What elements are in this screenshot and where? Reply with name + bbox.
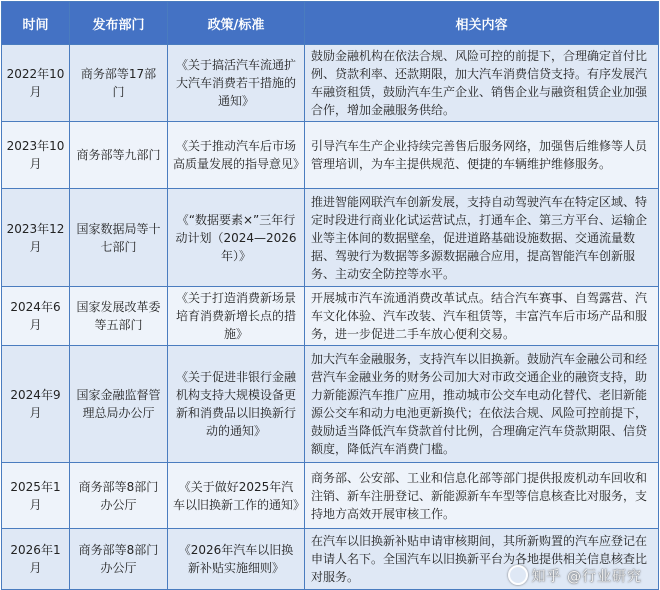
cell-content: 加大汽车金融服务，支持汽车以旧换新。鼓励汽车金融公司和经营汽车金融业务的财务公司加大对市政交通企业的融资支持，助力新能源汽车推广应用，推动城市公交车电动化替代、老旧新能源公交车和动力电池更新换代；在依法合规、风险可控前提下，鼓励适当降低汽车贷款首付比例，合理确定汽车贷款期限、信贷额度，降低汽车消费门槛。 bbox=[305, 346, 659, 463]
cell-time: 2023年10月 bbox=[2, 122, 70, 189]
header-policy: 政策/标准 bbox=[168, 2, 305, 45]
cell-policy: 《2026年汽车以旧换新补贴实施细则》 bbox=[168, 529, 305, 590]
cell-content: 引导汽车生产企业持续完善售后服务网络，加强售后维修等人员管理培训，为车主提供规范、便捷的车辆维护维修服务。 bbox=[305, 122, 659, 189]
cell-time: 2024年9月 bbox=[2, 346, 70, 463]
header-dept: 发布部门 bbox=[70, 2, 168, 45]
cell-policy: 《关于促进非银行金融机构支持大规模设备更新和消费品以旧换新行动的通知》 bbox=[168, 346, 305, 463]
cell-dept: 国家发展改革委等五部门 bbox=[70, 287, 168, 346]
cell-policy: 《关于做好2025年汽车以旧换新工作的通知》 bbox=[168, 463, 305, 529]
cell-time: 2026年1月 bbox=[2, 529, 70, 590]
cell-time: 2024年6月 bbox=[2, 287, 70, 346]
cell-dept: 商务部等8部门办公厅 bbox=[70, 529, 168, 590]
cell-dept: 国家金融监督管理总局办公厅 bbox=[70, 346, 168, 463]
zhihu-logo-icon bbox=[508, 565, 528, 585]
cell-time: 2023年12月 bbox=[2, 189, 70, 287]
watermark bbox=[508, 565, 642, 586]
table-row bbox=[2, 287, 659, 346]
cell-content: 商务部、公安部、工业和信息化部等部门提供报废机动车回收和注销、新车注册登记、新能源新车车型等信息核查比对服务，支持地方高效开展审核工作。 bbox=[305, 463, 659, 529]
cell-dept: 商务部等17部门 bbox=[70, 45, 168, 122]
cell-dept: 国家数据局等十七部门 bbox=[70, 189, 168, 287]
cell-policy: 《关于打造消费新场景培育消费新增长点的措施》 bbox=[168, 287, 305, 346]
cell-time: 2025年1月 bbox=[2, 463, 70, 529]
cell-content: 在汽车以旧换新补贴申请审核期间，其所新购置的汽车应登记在申请人名下。全国汽车以旧换新平台为各地提供相关信息核查比对服务。 bbox=[305, 529, 659, 590]
header-content: 相关内容 bbox=[305, 2, 659, 45]
cell-content: 推进智能网联汽车创新发展，支持自动驾驶汽车在特定区域、特定时段进行商业化试运营试点，打通车企、第三方平台、运输企业等主体间的数据壁垒，促进道路基础设施数据、交通流量数据、驾驶行为数据等多源数据融合应用，提高智能汽车创新服务、主动安全防控等水平。 bbox=[305, 189, 659, 287]
policy-table bbox=[1, 1, 659, 590]
watermark-text: 知乎 @行业研究 bbox=[531, 569, 642, 585]
table-header-row bbox=[2, 2, 659, 45]
table-row bbox=[2, 45, 659, 122]
header-time: 时间 bbox=[2, 2, 70, 45]
table-row bbox=[2, 346, 659, 463]
table-row bbox=[2, 122, 659, 189]
cell-content: 鼓励金融机构在依法合规、风险可控的前提下，合理确定首付比例、贷款利率、还款期限，加大汽车消费信贷支持。有序发展汽车融资租赁，鼓励汽车生产企业、销售企业与融资租赁企业加强合作，增加金融服务供给。 bbox=[305, 45, 659, 122]
table-row bbox=[2, 189, 659, 287]
table-row bbox=[2, 463, 659, 529]
cell-content: 开展城市汽车流通消费改革试点。结合汽车赛事、自驾露营、汽车文化体验、汽车改装、汽车租赁等，丰富汽车后市场产品和服务，进一步促进二手车放心便利交易。 bbox=[305, 287, 659, 346]
cell-policy: 《关于推动汽车后市场高质量发展的指导意见》 bbox=[168, 122, 305, 189]
cell-policy: 《关于搞活汽车流通扩大汽车消费若干措施的通知》 bbox=[168, 45, 305, 122]
cell-dept: 商务部等九部门 bbox=[70, 122, 168, 189]
cell-dept: 商务部等8部门办公厅 bbox=[70, 463, 168, 529]
cell-time: 2022年10月 bbox=[2, 45, 70, 122]
cell-policy: 《“数据要素×”三年行动计划（2024—2026年）》 bbox=[168, 189, 305, 287]
